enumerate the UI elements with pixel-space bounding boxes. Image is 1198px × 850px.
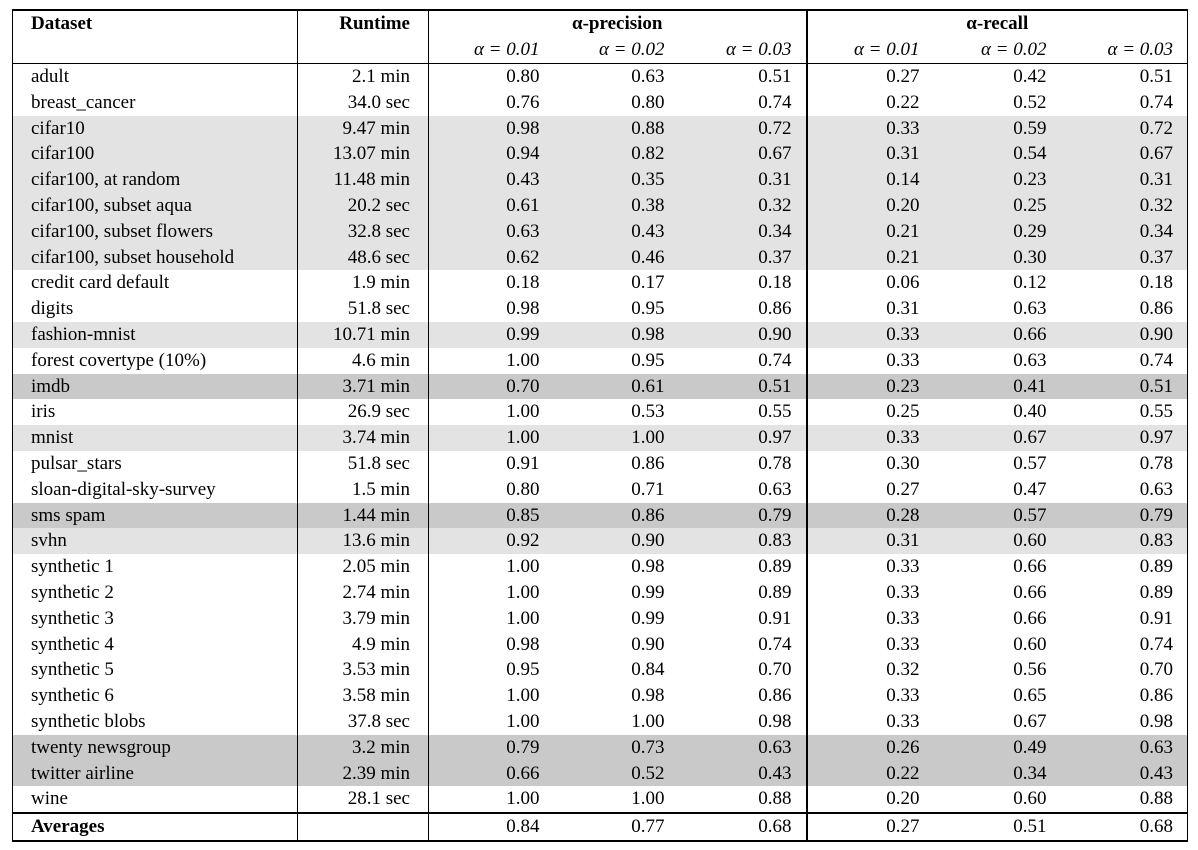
precision-cell: 0.91 <box>758 607 792 629</box>
precision-cell: 0.43 <box>554 219 679 245</box>
precision-cell: 0.43 <box>679 761 807 787</box>
table-row <box>13 683 1188 709</box>
table-row <box>13 296 1188 322</box>
recall-cell: 0.26 <box>807 735 934 761</box>
precision-cell: 0.63 <box>429 219 554 245</box>
dataset-name-cell: synthetic 5 <box>13 657 298 683</box>
header-runtime-blank <box>298 37 429 64</box>
precision-cell: 0.74 <box>758 349 792 371</box>
runtime-cell: 9.47 min <box>298 116 429 142</box>
precision-cell: 0.71 <box>631 478 665 500</box>
precision-cell: 0.90 <box>631 633 665 655</box>
table-row <box>13 219 1188 245</box>
runtime-cell: 3.2 min <box>298 735 429 761</box>
runtime-cell: 11.48 min <box>298 167 429 193</box>
recall-cell: 0.12 <box>1013 272 1047 294</box>
recall-cell: 0.57 <box>1013 452 1047 474</box>
precision-cell: 0.98 <box>554 322 679 348</box>
header-precision-a001: α = 0.01 <box>429 37 554 64</box>
recall-cell: 0.25 <box>934 193 1061 219</box>
recall-cell: 0.18 <box>1061 270 1188 296</box>
precision-cell: 0.90 <box>554 528 679 554</box>
precision-cell: 1.00 <box>631 710 665 732</box>
precision-cell: 1.00 <box>429 348 554 374</box>
recall-cell: 0.34 <box>1061 219 1188 245</box>
runtime-cell: 48.6 sec <box>298 245 429 271</box>
dataset-name-cell: pulsar_stars <box>13 451 298 477</box>
dataset-name-cell: svhn <box>13 528 298 554</box>
precision-cell: 0.61 <box>554 374 679 400</box>
precision-cell: 0.79 <box>679 503 807 529</box>
recall-cell: 0.32 <box>1061 193 1188 219</box>
runtime-cell: 3.58 min <box>298 683 429 709</box>
recall-cell: 0.29 <box>934 219 1061 245</box>
precision-cell: 0.43 <box>429 167 554 193</box>
precision-cell: 0.95 <box>429 657 554 683</box>
precision-cell: 0.67 <box>679 141 807 167</box>
header-precision-a003: α = 0.03 <box>725 39 792 60</box>
recall-cell: 0.22 <box>807 761 934 787</box>
recall-cell: 0.60 <box>1013 788 1047 810</box>
recall-cell: 0.34 <box>934 761 1061 787</box>
runtime-cell: 1.9 min <box>298 270 429 296</box>
precision-cell: 0.17 <box>631 272 665 294</box>
dataset-name-cell: sms spam <box>13 503 298 529</box>
recall-cell: 0.30 <box>807 451 934 477</box>
precision-cell: 0.84 <box>631 659 665 681</box>
recall-cell: 0.33 <box>807 322 934 348</box>
recall-cell: 0.74 <box>1061 90 1188 116</box>
precision-cell: 0.72 <box>679 116 807 142</box>
dataset-name-cell: sloan-digital-sky-survey <box>13 477 298 503</box>
recall-cell: 0.52 <box>1013 91 1047 113</box>
recall-cell: 0.86 <box>1061 683 1188 709</box>
precision-cell: 0.51 <box>679 374 807 400</box>
dataset-name-cell: twenty newsgroup <box>13 735 298 761</box>
runtime-cell: 13.07 min <box>298 141 429 167</box>
precision-cell: 0.90 <box>679 322 807 348</box>
recall-cell: 0.89 <box>1061 554 1188 580</box>
precision-cell: 1.00 <box>429 399 554 425</box>
precision-cell: 0.52 <box>554 761 679 787</box>
recall-cell: 0.33 <box>807 632 934 658</box>
precision-cell: 0.88 <box>554 116 679 142</box>
runtime-cell: 3.53 min <box>298 657 429 683</box>
precision-cell: 1.00 <box>631 788 665 810</box>
table-row <box>13 503 1188 529</box>
dataset-name-cell: cifar10 <box>13 116 298 142</box>
recall-cell: 0.63 <box>1013 298 1047 320</box>
recall-cell: 0.74 <box>1061 348 1188 374</box>
precision-cell: 0.73 <box>554 735 679 761</box>
precision-cell: 0.98 <box>631 556 665 578</box>
recall-cell: 0.97 <box>1061 425 1188 451</box>
precision-cell: 0.99 <box>631 581 665 603</box>
recall-cell: 0.90 <box>1061 322 1188 348</box>
dataset-name-cell: synthetic 1 <box>13 554 298 580</box>
precision-cell: 0.66 <box>429 761 554 787</box>
table-row <box>13 606 1188 632</box>
recall-cell: 0.30 <box>934 245 1061 271</box>
precision-cell: 0.63 <box>554 64 679 90</box>
runtime-cell: 13.6 min <box>298 528 429 554</box>
precision-cell: 1.00 <box>429 554 554 580</box>
header-recall-a002: α = 0.02 <box>980 39 1047 60</box>
table-row <box>13 374 1188 400</box>
runtime-cell: 4.6 min <box>298 348 429 374</box>
averages-recall-cell: 0.51 <box>934 813 1061 841</box>
precision-cell: 0.95 <box>631 349 665 371</box>
precision-cell: 0.32 <box>679 193 807 219</box>
recall-cell: 0.41 <box>934 374 1061 400</box>
recall-cell: 0.66 <box>1013 607 1047 629</box>
precision-cell: 0.61 <box>429 193 554 219</box>
recall-cell: 0.31 <box>807 528 934 554</box>
precision-cell: 1.00 <box>429 786 554 813</box>
table-row <box>13 554 1188 580</box>
recall-cell: 0.63 <box>1013 349 1047 371</box>
recall-cell: 0.70 <box>1061 657 1188 683</box>
recall-cell: 0.63 <box>1061 477 1188 503</box>
recall-cell: 0.27 <box>807 64 934 90</box>
precision-cell: 0.95 <box>631 298 665 320</box>
recall-cell: 0.20 <box>807 193 934 219</box>
recall-cell: 0.55 <box>1061 399 1188 425</box>
precision-cell: 0.91 <box>429 451 554 477</box>
header-alpha-precision: α-precision <box>429 10 807 37</box>
precision-cell: 0.63 <box>679 735 807 761</box>
averages-precision-cell: 0.77 <box>554 813 679 841</box>
averages-precision-cell: 0.68 <box>679 813 807 841</box>
table-row <box>13 425 1188 451</box>
precision-cell: 0.76 <box>429 90 554 116</box>
recall-cell: 0.78 <box>1061 451 1188 477</box>
dataset-name-cell: synthetic 6 <box>13 683 298 709</box>
table-row <box>13 270 1188 296</box>
precision-cell: 0.99 <box>429 322 554 348</box>
precision-cell: 0.34 <box>679 219 807 245</box>
precision-cell: 0.31 <box>679 167 807 193</box>
dataset-name-cell: credit card default <box>13 270 298 296</box>
precision-cell: 0.86 <box>554 503 679 529</box>
header-alpha-recall: α-recall <box>807 10 1188 37</box>
runtime-cell: 1.5 min <box>298 477 429 503</box>
table-row <box>13 116 1188 142</box>
table-row <box>13 245 1188 271</box>
runtime-cell: 2.05 min <box>298 554 429 580</box>
averages-row <box>13 813 1188 841</box>
runtime-cell: 32.8 sec <box>298 219 429 245</box>
runtime-cell: 2.74 min <box>298 580 429 606</box>
precision-cell: 0.37 <box>679 245 807 271</box>
runtime-cell: 3.79 min <box>298 606 429 632</box>
recall-cell: 0.74 <box>1061 632 1188 658</box>
runtime-cell: 20.2 sec <box>298 193 429 219</box>
recall-cell: 0.89 <box>1061 580 1188 606</box>
table-row <box>13 580 1188 606</box>
dataset-name-cell: digits <box>13 296 298 322</box>
recall-cell: 0.60 <box>934 528 1061 554</box>
recall-cell: 0.32 <box>807 657 934 683</box>
recall-cell: 0.33 <box>807 425 934 451</box>
recall-cell: 0.72 <box>1061 116 1188 142</box>
table-body <box>13 64 1188 841</box>
precision-cell: 0.78 <box>758 452 792 474</box>
recall-cell: 0.79 <box>1061 503 1188 529</box>
recall-cell: 0.33 <box>807 606 934 632</box>
recall-cell: 0.22 <box>807 90 934 116</box>
precision-cell: 0.92 <box>429 528 554 554</box>
recall-cell: 0.25 <box>807 399 934 425</box>
precision-cell: 1.00 <box>429 425 554 451</box>
recall-cell: 0.59 <box>934 116 1061 142</box>
precision-cell: 1.00 <box>429 606 554 632</box>
averages-precision-cell: 0.84 <box>429 813 554 841</box>
recall-cell: 0.91 <box>1061 606 1188 632</box>
recall-cell: 0.88 <box>1061 786 1188 813</box>
precision-cell: 1.00 <box>429 683 554 709</box>
recall-cell: 0.51 <box>1061 374 1188 400</box>
dataset-name-cell: synthetic blobs <box>13 709 298 735</box>
averages-recall-cell: 0.68 <box>1061 813 1188 841</box>
recall-cell: 0.83 <box>1061 528 1188 554</box>
recall-cell: 0.66 <box>934 322 1061 348</box>
runtime-cell: 10.71 min <box>298 322 429 348</box>
dataset-name-cell: mnist <box>13 425 298 451</box>
precision-cell: 0.70 <box>758 659 792 681</box>
recall-cell: 0.42 <box>934 64 1061 90</box>
header-dataset: Dataset <box>13 10 298 37</box>
table-row <box>13 193 1188 219</box>
recall-cell: 0.31 <box>807 296 934 322</box>
dataset-name-cell: synthetic 2 <box>13 580 298 606</box>
recall-cell: 0.33 <box>807 580 934 606</box>
precision-cell: 0.55 <box>758 401 792 423</box>
dataset-name-cell: twitter airline <box>13 761 298 787</box>
recall-cell: 0.51 <box>1061 64 1188 90</box>
runtime-cell: 4.9 min <box>298 632 429 658</box>
table-row <box>13 657 1188 683</box>
table-row <box>13 348 1188 374</box>
table-row <box>13 322 1188 348</box>
recall-cell: 0.37 <box>1061 245 1188 271</box>
table-row <box>13 632 1188 658</box>
recall-cell: 0.33 <box>807 116 934 142</box>
precision-cell: 1.00 <box>554 425 679 451</box>
precision-cell: 0.99 <box>631 607 665 629</box>
recall-cell: 0.67 <box>934 425 1061 451</box>
precision-cell: 0.82 <box>554 141 679 167</box>
recall-cell: 0.67 <box>1013 710 1047 732</box>
table-row <box>13 399 1188 425</box>
runtime-cell: 2.39 min <box>298 761 429 787</box>
precision-cell: 0.80 <box>429 64 554 90</box>
dataset-name-cell: cifar100 <box>13 141 298 167</box>
recall-cell: 0.31 <box>1061 167 1188 193</box>
table-row <box>13 64 1188 90</box>
runtime-cell: 34.0 sec <box>298 90 429 116</box>
precision-cell: 0.98 <box>429 296 554 322</box>
recall-cell: 0.66 <box>1013 556 1047 578</box>
recall-cell: 0.40 <box>1013 401 1047 423</box>
runtime-cell: 51.8 sec <box>298 296 429 322</box>
dataset-name-cell: synthetic 4 <box>13 632 298 658</box>
precision-cell: 0.53 <box>631 401 665 423</box>
recall-cell: 0.20 <box>807 786 934 813</box>
runtime-cell: 2.1 min <box>298 64 429 90</box>
precision-cell: 0.86 <box>758 298 792 320</box>
precision-cell: 0.98 <box>429 632 554 658</box>
recall-cell: 0.27 <box>807 477 934 503</box>
precision-cell: 0.51 <box>679 64 807 90</box>
precision-cell: 0.83 <box>679 528 807 554</box>
precision-cell: 0.79 <box>429 735 554 761</box>
precision-cell: 0.98 <box>631 685 665 707</box>
table-row <box>13 167 1188 193</box>
recall-cell: 0.60 <box>1013 633 1047 655</box>
averages-runtime <box>298 813 429 841</box>
precision-cell: 0.98 <box>429 116 554 142</box>
dataset-name-cell: cifar100, subset household <box>13 245 298 271</box>
dataset-name-cell: cifar100, at random <box>13 167 298 193</box>
recall-cell: 0.65 <box>1013 685 1047 707</box>
table-row <box>13 709 1188 735</box>
header-recall-a001: α = 0.01 <box>807 37 934 64</box>
recall-cell: 0.47 <box>1013 478 1047 500</box>
table-row <box>13 477 1188 503</box>
precision-cell: 0.35 <box>554 167 679 193</box>
runtime-cell: 3.74 min <box>298 425 429 451</box>
precision-cell: 0.38 <box>554 193 679 219</box>
runtime-cell: 37.8 sec <box>298 709 429 735</box>
precision-cell: 0.94 <box>429 141 554 167</box>
recall-cell: 0.57 <box>934 503 1061 529</box>
dataset-name-cell: breast_cancer <box>13 90 298 116</box>
precision-cell: 0.98 <box>758 710 792 732</box>
recall-cell: 0.33 <box>807 683 934 709</box>
table-row <box>13 761 1188 787</box>
precision-cell: 0.89 <box>758 581 792 603</box>
precision-cell: 0.86 <box>758 685 792 707</box>
table-row <box>13 735 1188 761</box>
recall-cell: 0.98 <box>1061 709 1188 735</box>
recall-cell: 0.63 <box>1061 735 1188 761</box>
header-precision-a002: α = 0.02 <box>598 39 665 60</box>
precision-cell: 1.00 <box>429 580 554 606</box>
precision-cell: 0.63 <box>758 478 792 500</box>
table-row <box>13 451 1188 477</box>
precision-cell: 0.86 <box>631 452 665 474</box>
dataset-name-cell: synthetic 3 <box>13 606 298 632</box>
dataset-name-cell: fashion-mnist <box>13 322 298 348</box>
precision-cell: 0.80 <box>631 91 665 113</box>
recall-cell: 0.28 <box>807 503 934 529</box>
runtime-cell: 26.9 sec <box>298 399 429 425</box>
precision-cell: 0.62 <box>429 245 554 271</box>
recall-cell: 0.21 <box>807 219 934 245</box>
precision-cell: 0.74 <box>758 91 792 113</box>
table-row <box>13 786 1188 813</box>
recall-cell: 0.14 <box>807 167 934 193</box>
recall-cell: 0.31 <box>807 141 934 167</box>
table-row <box>13 528 1188 554</box>
precision-cell: 0.46 <box>554 245 679 271</box>
precision-cell: 0.74 <box>758 633 792 655</box>
precision-cell: 0.85 <box>429 503 554 529</box>
precision-cell: 0.18 <box>758 272 792 294</box>
averages-label: Averages <box>13 813 298 841</box>
averages-recall-cell: 0.27 <box>807 813 934 841</box>
recall-cell: 0.49 <box>934 735 1061 761</box>
dataset-name-cell: imdb <box>13 374 298 400</box>
precision-cell: 0.88 <box>758 788 792 810</box>
table-row <box>13 90 1188 116</box>
precision-cell: 0.89 <box>758 556 792 578</box>
recall-cell: 0.33 <box>807 348 934 374</box>
runtime-cell: 28.1 sec <box>298 786 429 813</box>
recall-cell: 0.66 <box>1013 581 1047 603</box>
precision-cell: 0.18 <box>429 270 554 296</box>
precision-cell: 1.00 <box>429 709 554 735</box>
recall-cell: 0.23 <box>934 167 1061 193</box>
header-dataset-blank <box>13 37 298 64</box>
dataset-name-cell: cifar100, subset aqua <box>13 193 298 219</box>
dataset-name-cell: cifar100, subset flowers <box>13 219 298 245</box>
dataset-name-cell: adult <box>13 64 298 90</box>
dataset-name-cell: wine <box>13 786 298 813</box>
runtime-cell: 1.44 min <box>298 503 429 529</box>
recall-cell: 0.86 <box>1061 296 1188 322</box>
recall-cell: 0.54 <box>934 141 1061 167</box>
recall-cell: 0.33 <box>807 709 934 735</box>
recall-cell: 0.23 <box>807 374 934 400</box>
precision-cell: 0.97 <box>679 425 807 451</box>
runtime-cell: 51.8 sec <box>298 451 429 477</box>
recall-cell: 0.06 <box>807 270 934 296</box>
results-table <box>12 9 1188 842</box>
header-runtime: Runtime <box>298 10 429 37</box>
recall-cell: 0.33 <box>807 554 934 580</box>
recall-cell: 0.67 <box>1061 141 1188 167</box>
runtime-cell: 3.71 min <box>298 374 429 400</box>
precision-cell: 0.70 <box>429 374 554 400</box>
header-recall-a003: α = 0.03 <box>1061 37 1188 64</box>
precision-cell: 0.80 <box>429 477 554 503</box>
dataset-name-cell: forest covertype (10%) <box>13 348 298 374</box>
table-row <box>13 141 1188 167</box>
recall-cell: 0.21 <box>807 245 934 271</box>
recall-cell: 0.56 <box>1013 659 1047 681</box>
dataset-name-cell: iris <box>13 399 298 425</box>
recall-cell: 0.43 <box>1061 761 1188 787</box>
